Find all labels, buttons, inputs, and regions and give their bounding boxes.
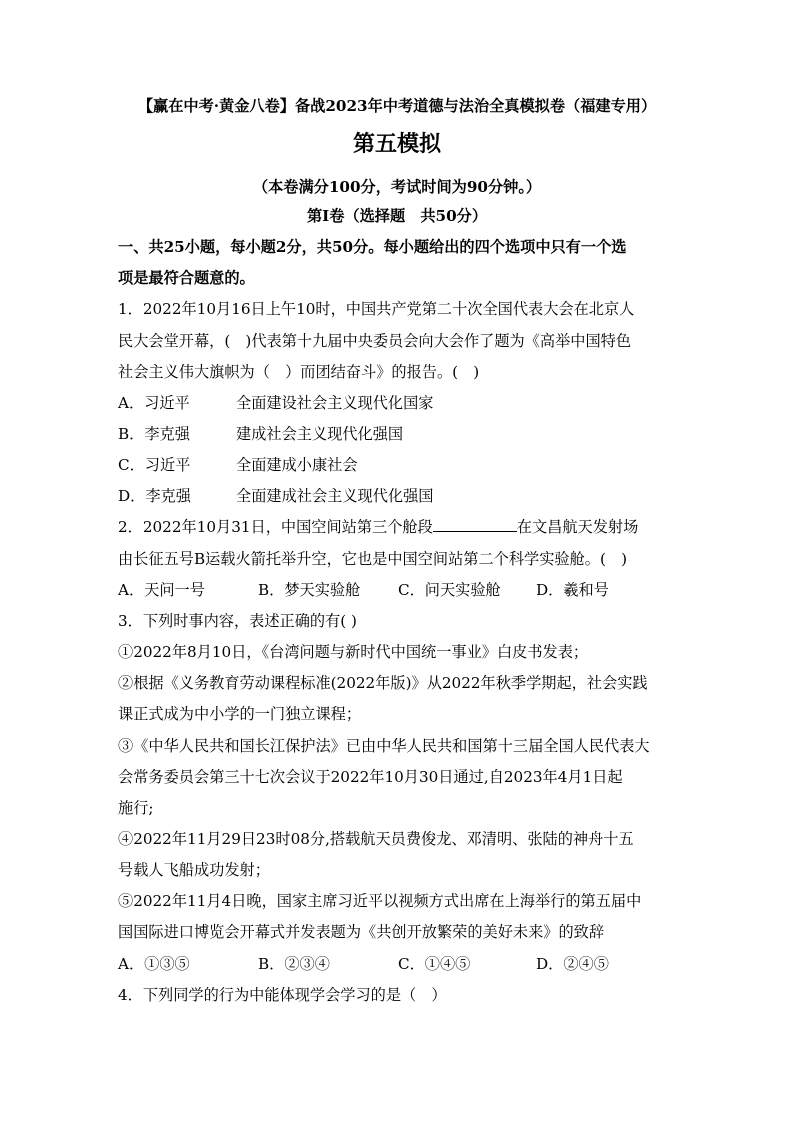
- q3-option-b: B．②③④: [258, 955, 330, 973]
- q3-option-d: D．②④⑤: [536, 955, 609, 973]
- q1-option-a-text: 全面建设社会主义现代化国家: [236, 394, 434, 412]
- q1-option-a-label: A．习近平: [118, 394, 190, 412]
- paper-title: 第五模拟: [352, 131, 441, 157]
- q3-item-line-9: ⑤2022年11月4日晚，国家主席习近平以视频方式出席在上海举行的第五届中: [118, 892, 642, 910]
- q3-item-line-1: ①2022年8月10日，《台湾问题与新时代中国统一事业》白皮书发表；: [118, 643, 589, 661]
- instruction-line-1: 一、共25小题，每小题2分，共50分。每小题给出的四个选项中只有一个选: [118, 238, 627, 256]
- q3-option-a: A．①③⑤: [118, 955, 190, 973]
- q3-item-line-3: 课正式成为中小学的一门独立课程；: [118, 705, 361, 723]
- q2-line-1-start: 2．2022年10月31日，中国空间站第三个舱段: [118, 518, 433, 536]
- q1-line-1: 1．2022年10月16日上午10时，中国共产党第二十次全国代表大会在北京人: [118, 300, 635, 318]
- instruction-line-2: 项是最符合题意的。: [118, 269, 255, 287]
- q1-option-a: [118, 393, 433, 413]
- q1-option-b-label: B．李克强: [118, 425, 190, 443]
- q1-option-d-label: D．李克强: [118, 487, 191, 505]
- q2-option-d: D．羲和号: [536, 581, 609, 599]
- q2-options: [118, 580, 609, 600]
- section-title: 第I卷（选择题 共50分）: [306, 207, 488, 225]
- q3-item-line-6: 施行;: [118, 799, 154, 817]
- q2-option-c: C．问天实验舱: [398, 581, 501, 599]
- q1-option-c: [118, 455, 358, 475]
- series-title: 【赢在中考·黄金八卷】备战2023年中考道德与法治全真模拟卷（福建专用）: [137, 97, 657, 115]
- q3-option-c: C．①④⑤: [398, 955, 471, 973]
- exam-note: （本卷满分100分，考试时间为90分钟。）: [252, 178, 542, 196]
- q3-options: [118, 954, 609, 974]
- q2-line-1: [118, 517, 638, 537]
- q2-option-b: B．梦天实验舱: [258, 581, 361, 599]
- q1-option-c-label: C．习近平: [118, 456, 191, 474]
- q3-item-line-7: ④2022年11月29日23时08分,搭载航天员费俊龙、邓清明、张陆的神舟十五: [118, 830, 634, 848]
- q1-option-b: [118, 424, 403, 444]
- q3-item-line-2: ②根据《义务教育劳动课程标准(2022年版)》从2022年秋季学期起，社会实践: [118, 674, 648, 692]
- q3-item-line-4: ③《中华人民共和国长江保护法》已由中华人民共和国第十三届全国人民代表大: [118, 737, 650, 755]
- q2-option-a: A．天问一号: [118, 581, 205, 599]
- q4-stem: 4．下列同学的行为中能体现学会学习的是（ ）: [118, 986, 447, 1004]
- q1-option-c-text: 全面建成小康社会: [236, 456, 358, 474]
- q1-line-2: 民大会堂开幕，( )代表第十九届中央委员会向大会作了题为《高举中国特色: [118, 332, 632, 350]
- q2-line-1-end: 在文昌航天发射场: [516, 518, 639, 536]
- q1-option-d: [118, 486, 433, 506]
- q3-item-line-5: 会常务委员会第三十七次会议于2022年10月30日通过,自2023年4月1日起: [118, 768, 623, 786]
- q3-stem: 3．下列时事内容，表述正确的有( ): [118, 612, 357, 630]
- q1-option-b-text: 建成社会主义现代化强国: [236, 425, 404, 443]
- q2-line-2: 由长征五号B运载火箭托举升空，它也是中国空间站第二个科学实验舱。( ): [118, 550, 628, 568]
- q3-item-line-8: 号载人飞船成功发射；: [118, 861, 270, 879]
- q2-answer-blank: [433, 517, 517, 532]
- q1-line-3: 社会主义伟大旗帜为（ ）而团结奋斗》的报告。( ): [118, 363, 480, 381]
- q1-option-d-text: 全面建成社会主义现代化强国: [236, 487, 434, 505]
- q3-item-line-10: 国国际进口博览会开幕式并发表题为《共创开放繁荣的美好未来》的致辞: [118, 923, 604, 941]
